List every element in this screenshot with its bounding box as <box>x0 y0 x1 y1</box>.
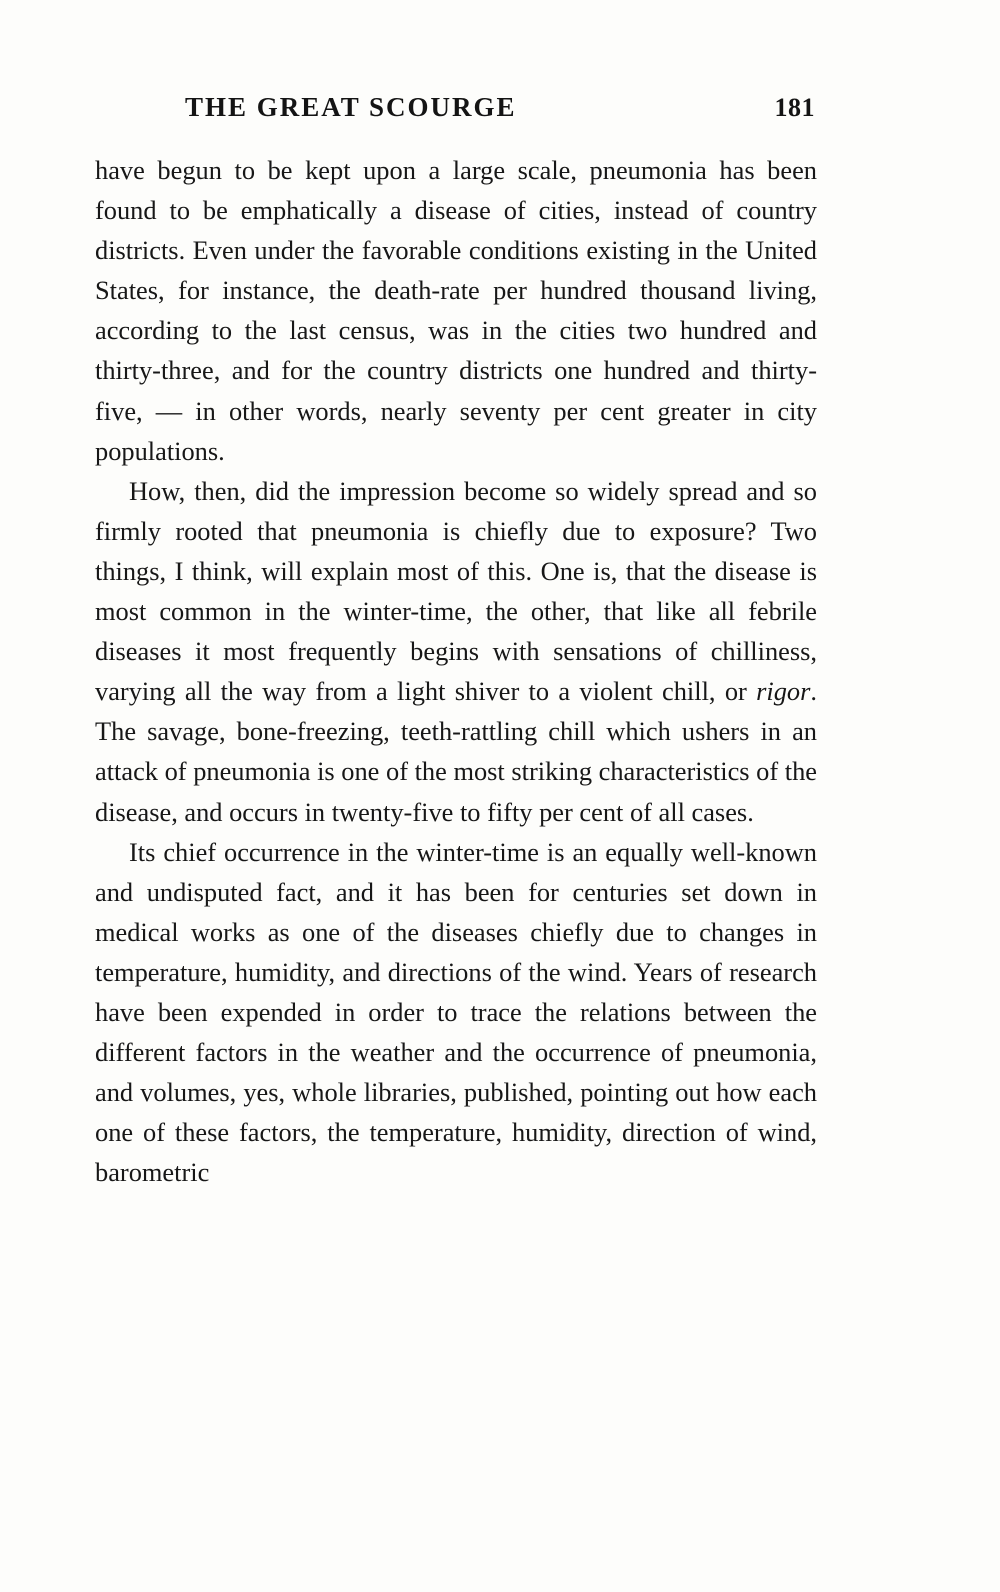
running-title: THE GREAT SCOURGE <box>185 92 517 122</box>
paragraph-2 <box>95 471 817 832</box>
page-header <box>95 92 815 123</box>
paragraph-3: Its chief occurrence in the winter-time is an equally well-known and undisputed fact, and it has been for centuries set down in medical works as one of the diseases chiefly due to changes in temperature, humidity, and directions of the wind. Years of research have been expended in order to trace the relations between the different factors in the weather and the occurrence of pneumonia, and volumes, yes, whole libraries, published, pointing out how each one of these factors, the temperature, humidity, direction of wind, barometric <box>95 836 817 1188</box>
paragraph-1: have begun to be kept upon a large scale, pneumonia has been found to be emphatically a disease of cities, instead of country districts. Even under the favorable conditions existing in the United States, for instance, the death-rate per hundred thousand living, according to the last census, was in the cities two hundred and thirty-three, and for the country districts one hundred and thirty-five, — in other words, nearly seventy per cent greater in city populations. <box>95 155 817 466</box>
body-text <box>95 150 817 1192</box>
paragraph-2-tail: . The savage, bone-freezing, teeth-rattling chill which ushers in an attack of pneumonia is one of the most striking characteristics of the disease, and occurs in twenty-five to fifty per cent of all cases. <box>95 676 817 827</box>
paragraph-2-head: How, then, did the impression become so widely spread and so firmly rooted that pneumonia is chiefly due to exposure? Two things, I think, will explain most of this. One is, that the disease is most common in the winter-time, the other, that like all febrile diseases it most frequently begins with sensations of chilliness, varying all the way from a light shiver to a violent chill, or <box>95 475 817 707</box>
page-number: 181 <box>774 93 815 122</box>
italic-term: rigor <box>756 676 811 707</box>
